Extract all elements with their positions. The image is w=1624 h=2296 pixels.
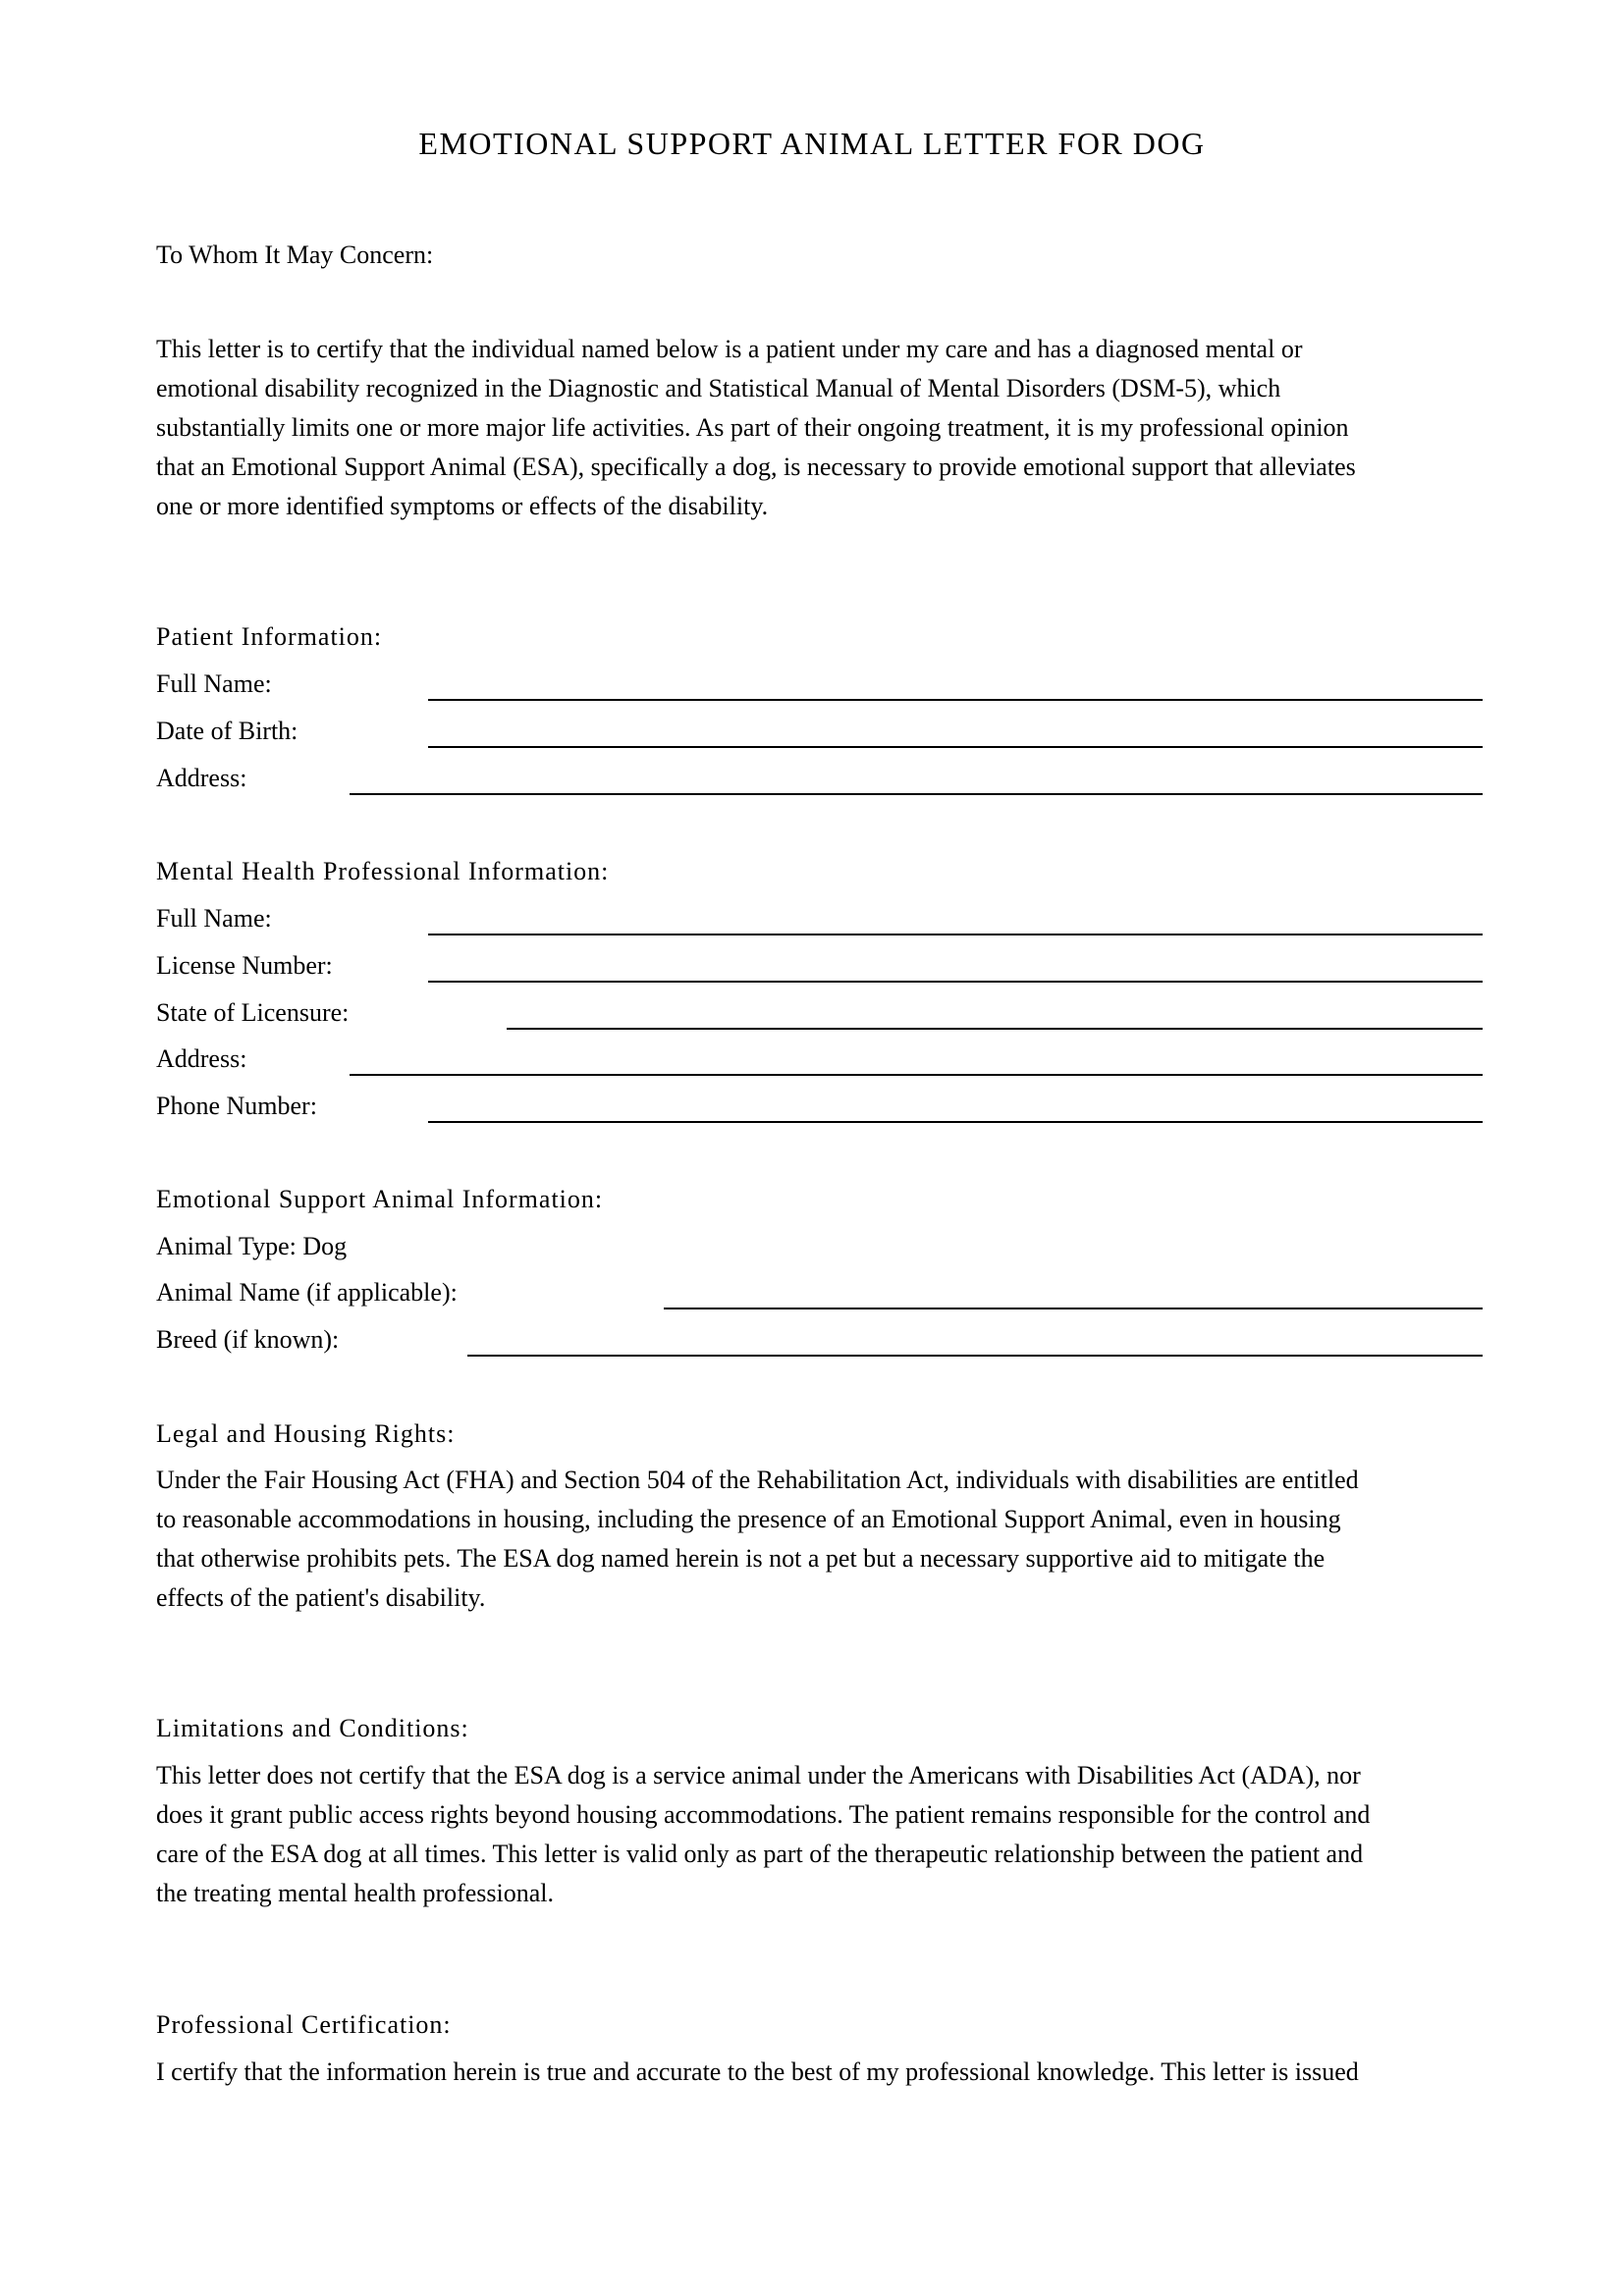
certification-line-1: I certify that the information herein is true and accurate to the best of my professional knowledge. This letter is issued <box>156 2057 1359 2086</box>
document-title: EMOTIONAL SUPPORT ANIMAL LETTER FOR DOG <box>418 126 1206 161</box>
patient-dob-field[interactable] <box>428 746 1483 748</box>
intro-line-5: one or more identified symptoms or effects of the disability. <box>156 492 769 520</box>
legal-line-4: effects of the patient's disability. <box>156 1583 486 1612</box>
state-of-licensure-label: State of Licensure: <box>156 998 350 1027</box>
animal-type-label: Animal Type: Dog <box>156 1232 348 1260</box>
breed-label: Breed (if known): <box>156 1325 340 1354</box>
intro-line-4: that an Emotional Support Animal (ESA), specifically a dog, is necessary to provide emotional support that alleviates <box>156 453 1356 481</box>
breed-field[interactable] <box>467 1355 1483 1357</box>
intro-line-2: emotional disability recognized in the Diagnostic and Statistical Manual of Mental Disorders (DSM-5), which <box>156 374 1281 402</box>
professional-address-field[interactable] <box>350 1074 1483 1076</box>
patient-info-heading: Patient Information: <box>156 622 383 651</box>
animal-name-field[interactable] <box>664 1308 1483 1309</box>
legal-line-2: to reasonable accommodations in housing, including the presence of an Emotional Support Animal, even in housing <box>156 1505 1341 1533</box>
animal-info-heading: Emotional Support Animal Information: <box>156 1185 604 1213</box>
license-number-field[interactable] <box>428 981 1483 983</box>
legal-line-1: Under the Fair Housing Act (FHA) and Section 504 of the Rehabilitation Act, individuals with disabilities are entitled <box>156 1466 1359 1494</box>
animal-name-label: Animal Name (if applicable): <box>156 1278 458 1307</box>
patient-address-label: Address: <box>156 764 247 792</box>
professional-info-heading: Mental Health Professional Information: <box>156 857 610 885</box>
intro-line-1: This letter is to certify that the individual named below is a patient under my care and has a diagnosed mental or <box>156 335 1303 363</box>
salutation: To Whom It May Concern: <box>156 240 434 269</box>
phone-number-field[interactable] <box>428 1121 1483 1123</box>
patient-dob-label: Date of Birth: <box>156 717 298 745</box>
legal-rights-heading: Legal and Housing Rights: <box>156 1419 456 1448</box>
patient-address-field[interactable] <box>350 793 1483 795</box>
phone-number-label: Phone Number: <box>156 1092 317 1120</box>
legal-line-3: that otherwise prohibits pets. The ESA dog named herein is not a pet but a necessary supportive aid to mitigate the <box>156 1544 1326 1573</box>
license-number-label: License Number: <box>156 951 333 980</box>
professional-full-name-field[interactable] <box>428 934 1483 935</box>
professional-address-label: Address: <box>156 1044 247 1073</box>
patient-full-name-label: Full Name: <box>156 669 272 698</box>
limitations-heading: Limitations and Conditions: <box>156 1714 469 1742</box>
limitations-line-4: the treating mental health professional. <box>156 1879 555 1907</box>
limitations-line-3: care of the ESA dog at all times. This letter is valid only as part of the therapeutic relationship between the patient and <box>156 1840 1364 1868</box>
limitations-line-1: This letter does not certify that the ESA dog is a service animal under the Americans with Disabilities Act (ADA), nor <box>156 1761 1361 1789</box>
patient-full-name-field[interactable] <box>428 699 1483 701</box>
limitations-line-2: does it grant public access rights beyond housing accommodations. The patient remains responsible for the control and <box>156 1800 1371 1829</box>
professional-full-name-label: Full Name: <box>156 904 272 933</box>
intro-line-3: substantially limits one or more major life activities. As part of their ongoing treatment, it is my professional opinion <box>156 413 1349 442</box>
certification-heading: Professional Certification: <box>156 2010 452 2039</box>
state-of-licensure-field[interactable] <box>507 1028 1483 1030</box>
